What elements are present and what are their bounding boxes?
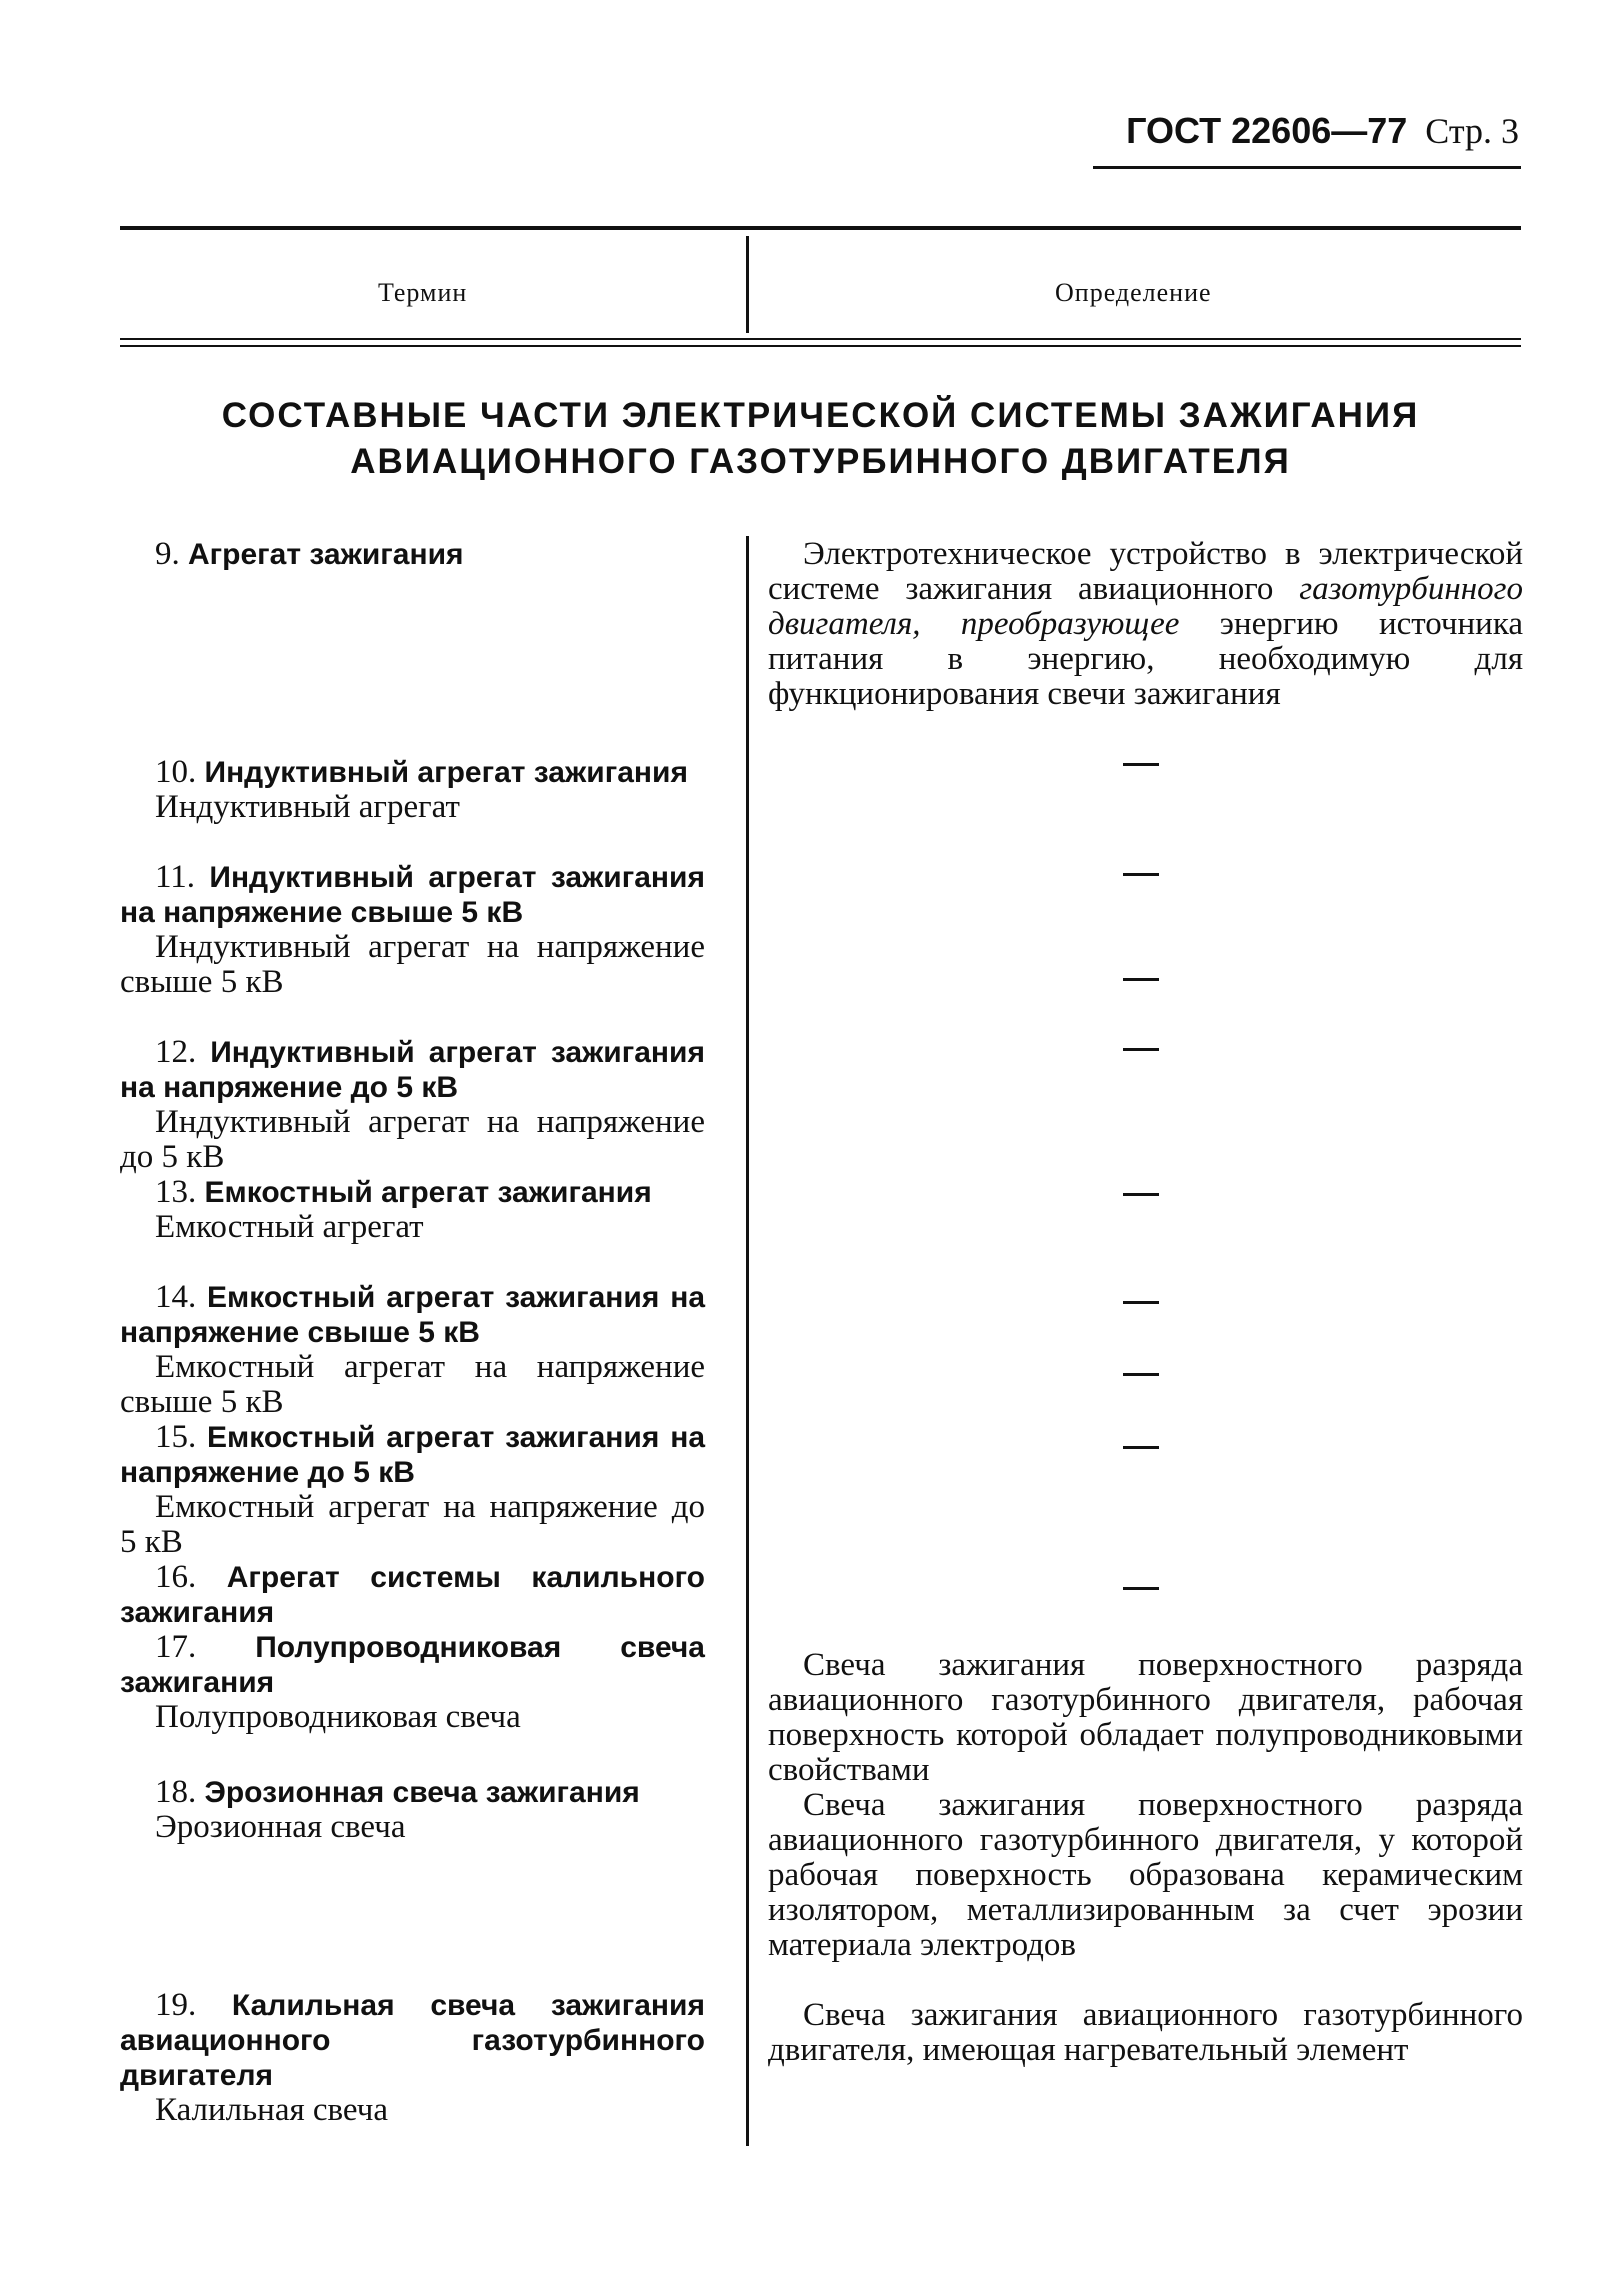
term-15: 15. Емкостный агрегат зажигания на напряжение до 5 кВ Емкостный агрегат на напряжение до 5 кВ — [120, 1419, 706, 1560]
definition-18: Свеча зажигания поверхностного разряда авиационного газотурбинного двигателя, у которой рабочая поверхность образована керамическим изолятором, металлизированным за счет эрозии материала электродов — [768, 1787, 1523, 1963]
dash-13 — [1123, 1193, 1159, 1196]
definition-17: Свеча зажигания поверхностного разряда авиационного газотурбинного двигателя, рабочая поверхность которой обладает полупроводниковыми свойствами — [768, 1647, 1523, 1788]
term-17: 17. Полупроводниковая свеча зажигания Полупроводниковая свеча — [120, 1629, 705, 1735]
term-10: 10. Индуктивный агрегат зажигания Индуктивный агрегат — [155, 754, 688, 825]
term-13: 13. Емкостный агрегат зажигания Емкостный агрегат — [155, 1174, 652, 1245]
dash-16 — [1123, 1587, 1159, 1590]
dash-12b — [1123, 1048, 1159, 1051]
body-column-divider — [746, 536, 749, 2146]
section-title-line-2: АВИАЦИОННОГО ГАЗОТУРБИННОГО ДВИГАТЕЛЯ — [350, 442, 1291, 481]
header-bottom-rule — [120, 338, 1521, 347]
standard-number: ГОСТ 22606—77 — [1126, 110, 1408, 151]
section-title-line-1: СОСТАВНЫЕ ЧАСТИ ЭЛЕКТРИЧЕСКОЙ СИСТЕМЫ ЗАЖИГАНИЯ — [221, 396, 1420, 435]
definition-19: Свеча зажигания авиационного газотурбинного двигателя, имеющая нагревательный элемент — [768, 1997, 1523, 2068]
term-16: 16. Агрегат системы калильного зажигания — [120, 1559, 705, 1629]
header-column-divider — [746, 236, 749, 333]
dash-14b — [1123, 1373, 1159, 1376]
term-11: 11. Индуктивный агрегат зажигания на напряжение свыше 5 кВ Индуктивный агрегат на напряжение свыше 5 кВ — [120, 859, 705, 1000]
dash-14 — [1123, 1301, 1159, 1304]
table-top-rule — [120, 226, 1521, 230]
dash-11 — [1123, 873, 1159, 876]
page-header — [1126, 110, 1519, 152]
term-12: 12. Индуктивный агрегат зажигания на напряжение до 5 кВ Индуктивный агрегат на напряжение до 5 кВ — [120, 1034, 705, 1175]
definition-9: Электротехническое устройство в электрической системе зажигания авиационного газотурбинного двигателя, преобразующее энергию источника питания в энергию, необходимую для функционирования свечи зажигания — [768, 536, 1524, 712]
column-header-term: Термин — [378, 278, 468, 307]
term-19: 19. Калильная свеча зажигания авиационного газотурбинного двигателя Калильная свеча — [120, 1987, 705, 2128]
term-18: 18. Эрозионная свеча зажигания Эрозионная свеча — [155, 1774, 640, 1845]
term-14: 14. Емкостный агрегат зажигания на напряжение свыше 5 кВ Емкостный агрегат на напряжение свыше 5 кВ — [120, 1279, 706, 1420]
dash-10 — [1123, 763, 1159, 766]
term-9: 9. Агрегат зажигания — [155, 536, 464, 572]
page-number: Стр. 3 — [1425, 111, 1519, 151]
section-title — [120, 393, 1521, 485]
header-underline — [1093, 166, 1521, 169]
dash-15 — [1123, 1446, 1159, 1449]
dash-12 — [1123, 978, 1159, 981]
column-header-definition: Определение — [1055, 278, 1212, 307]
